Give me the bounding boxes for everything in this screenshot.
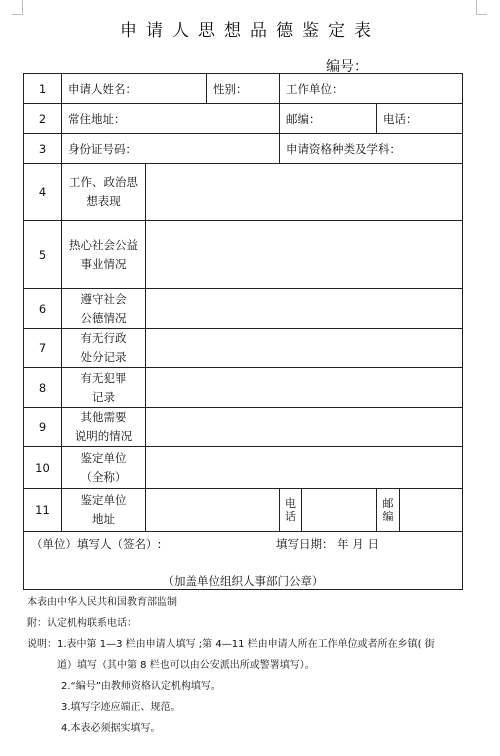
table-row: [24, 164, 463, 221]
serial-number-label: 编号：: [326, 59, 368, 75]
instruction-1-continued: 道）填写（其中第 8 栏也可以由公安派出所或警署填写）。: [57, 660, 315, 671]
instruction-3: 3.填写字迹应端正、规范。: [61, 702, 181, 713]
id-number-field[interactable]: 身份证号码：: [62, 134, 280, 164]
row-label: 工作、政治思 想表现: [62, 164, 146, 221]
row-number: 3: [24, 134, 62, 164]
crop-mark-left: [12, 0, 23, 15]
criminal-record-field[interactable]: [146, 368, 463, 408]
row-number: 5: [24, 221, 62, 289]
appraisal-unit-phone-field[interactable]: [302, 489, 377, 532]
row-label: 热心社会公益 事业情况: [62, 221, 146, 289]
table-row: [24, 104, 463, 134]
table-row: [24, 368, 463, 408]
row-label: 有无犯罪 记录: [62, 368, 146, 408]
address-field[interactable]: 常住地址：: [62, 104, 280, 134]
row-label: 鉴定单位 （全称）: [62, 447, 146, 489]
postcode-field[interactable]: 邮编：: [280, 104, 377, 134]
instruction-2: 2.“编号”由教师资格认定机构填写。: [61, 681, 221, 692]
official-seal-label: （加盖单位组织人事部门公章）: [162, 574, 324, 588]
table-row: [24, 221, 463, 289]
instruction-4: 4.本表必须据实填写。: [61, 723, 161, 734]
row-label: 鉴定单位 地址: [62, 489, 146, 532]
row-label: 其他需要 说明的情况: [62, 408, 146, 447]
row-number: 6: [24, 289, 62, 329]
fill-date-label: 填写日期： 年 月 日: [276, 537, 379, 551]
table-row: [24, 134, 463, 164]
signature-stamp-area[interactable]: [24, 532, 463, 590]
appraisal-unit-address-field[interactable]: [146, 489, 280, 532]
administrative-penalty-field[interactable]: [146, 329, 463, 368]
work-unit-field[interactable]: 工作单位：: [280, 74, 463, 104]
row-number: 11: [24, 489, 62, 532]
row-label: 有无行政 处分记录: [62, 329, 146, 368]
gender-field[interactable]: 性别：: [207, 74, 280, 104]
postcode-label: 邮 编: [377, 489, 400, 532]
phone-field[interactable]: 电话：: [377, 104, 463, 134]
crop-mark-right: [476, 0, 487, 15]
table-row: [24, 74, 463, 104]
qualification-field[interactable]: 申请资格种类及学科：: [280, 134, 463, 164]
form-notes: [27, 592, 482, 739]
row-number: 9: [24, 408, 62, 447]
instruction-1: 说明：1.表中第 1—3 栏由申请人填写 ;第 4—11 栏由申请人所在工作单位或者所在乡镇( 街: [27, 639, 435, 650]
table-row: [24, 447, 463, 489]
filler-signature-label: （单位）填写人（签名）:: [31, 537, 162, 551]
row-number: 1: [24, 74, 62, 104]
social-ethics-field[interactable]: [146, 289, 463, 329]
public-welfare-field[interactable]: [146, 221, 463, 289]
table-row: [24, 489, 463, 532]
form-title: 申请人思想品德鉴定表: [120, 21, 380, 41]
table-row: [24, 532, 463, 590]
table-row: [24, 329, 463, 368]
table-row: [24, 289, 463, 329]
row-number: 10: [24, 447, 62, 489]
row-number: 4: [24, 164, 62, 221]
table-row: [24, 408, 463, 447]
appraisal-form-table: [23, 73, 463, 590]
appraisal-unit-name-field[interactable]: [146, 447, 463, 489]
row-number: 2: [24, 104, 62, 134]
supervision-note: 本表由中华人民共和国教育部监制: [27, 597, 177, 608]
applicant-name-field[interactable]: 申请人姓名：: [62, 74, 207, 104]
political-performance-field[interactable]: [146, 164, 463, 221]
row-number: 8: [24, 368, 62, 408]
appraisal-unit-postcode-field[interactable]: [400, 489, 463, 532]
contact-note: 附：认定机构联系电话：: [27, 618, 137, 629]
row-label: 遵守社会 公德情况: [62, 289, 146, 329]
phone-label: 电 话: [280, 489, 302, 532]
row-number: 7: [24, 329, 62, 368]
other-remarks-field[interactable]: [146, 408, 463, 447]
